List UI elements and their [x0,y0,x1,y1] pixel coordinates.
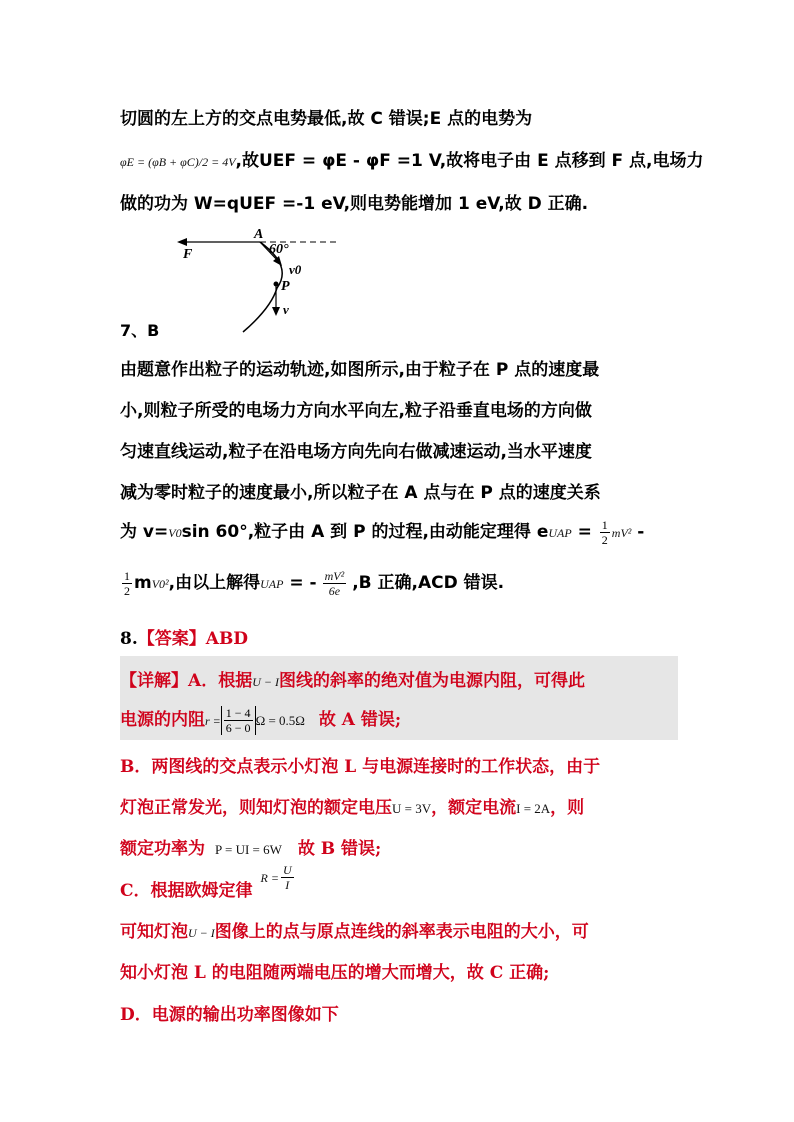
trajectory-figure [175,226,345,334]
text-line [120,917,589,942]
text-line [120,666,585,691]
label-a: A [254,227,264,242]
math-uap: UAP [548,526,572,540]
fraction-half: $\frac{1}{2}$ [601,517,608,547]
text-line: 知小灯泡 L 的电阻随两端电压的增大而增大，故 C 正确; [120,963,550,983]
text-span: 故 A 错误; [318,710,402,730]
fraction-u-i: $\frac{U}{I}$ [282,863,292,892]
text-line: B．两图线的交点表示小灯泡 L 与电源连接时的工作状态，由于 [120,757,601,777]
label-angle: 60° [269,242,289,257]
math-p: P = UI = 6W [215,842,282,857]
text-span: = [571,522,598,542]
fraction-half: $\frac{1}{2}$ [124,568,130,598]
text-line [120,517,644,547]
text-line: 由题意作出粒子的运动轨迹,如图所示,由于粒子在 P 点的速度最 [120,360,600,380]
label-v: v [283,302,289,317]
text-line: 匀速直线运动,粒子在沿电场方向先向右做减速运动,当水平速度 [120,442,592,462]
text-span: sin 60° [181,522,248,542]
text-line [120,705,401,735]
text-line [120,863,296,906]
math-ui: U − I [252,675,279,689]
text-line: 切圆的左上方的交点电势最低,故 C 错误;E 点的电势为 [120,109,533,129]
math-v0sq: V0² [151,577,169,591]
math-mv2: mV² [611,526,632,540]
text-line: 做的功为 W=qUEF =-1 eV,则电势能增加 1 eV,故 D 正确. [120,194,589,214]
section-heading: 7、B [120,321,160,340]
force-arrowhead [177,238,187,246]
text-span: ,由以上解得 [168,573,261,593]
text-line [120,568,504,598]
answer-tag: 【答案】ABD [137,629,249,649]
answer-number: 8. [120,629,138,649]
math-i: I = 2A [516,801,551,816]
text-span: 为 v= [120,522,169,542]
text-line: 减为零时粒子的速度最小,所以粒子在 A 点与在 P 点的速度关系 [120,483,601,503]
text-span: ,粒子由 A 到 P 的过程,由动能定理得 e [247,522,549,542]
math-expression: φE = (φB + φC)/2 = 4V [120,155,236,169]
text-span: C．根据欧姆定律 [120,881,253,901]
math-u: U = 3V [392,801,432,816]
text-span: ，额定电流 [431,798,517,818]
text-span: 灯泡正常发光，则知灯泡的额定电压 [120,798,392,818]
math-v0: V0 [168,526,182,540]
text-span: = - [283,573,317,593]
text-span: ,B 正确,ACD 错误. [352,573,505,593]
math-uap: UAP [260,577,284,591]
math-ohm: Ω = 0.5Ω [255,713,305,728]
math-r: R = [260,871,279,885]
text-span: ,故UEF = φE - φF =1 V,故将电子由 E 点移到 F 点,电场力 [235,151,704,171]
label-v0: v0 [289,262,302,277]
v-arrowhead [272,307,280,316]
text-span: 故 B 错误; [297,839,382,859]
text-line [120,834,381,859]
text-span: 电源的内阻 [120,710,205,730]
math-r: r = [205,714,221,728]
text-span: 额定功率为 [120,839,205,859]
label-p: P [281,279,290,294]
text-span: 【详解】A．根据 [120,671,253,691]
text-line [120,793,584,818]
text-line: 小,则粒子所受的电场力方向水平向左,粒子沿垂直电场的方向做 [120,401,592,421]
text-span: ，则 [550,798,585,818]
answer-heading [120,624,248,649]
fraction-mv2-6e: $\frac{\text{mV²}}{6e}$ [324,568,345,598]
text-line [120,146,704,171]
text-span: 图线的斜率的绝对值为电源内阻，可得此 [278,671,585,691]
text-span: 可知灯泡 [120,922,188,942]
abs-value: $\frac{1 - 4}{6 - 0}$ [221,706,256,735]
math-ui: U − I [188,926,215,940]
text-span: - [631,522,645,542]
text-span: 图像上的点与原点连线的斜率表示电阻的大小，可 [214,922,589,942]
text-line: D．电源的输出功率图像如下 [120,1005,339,1025]
label-f: F [183,247,193,262]
text-span: m [134,573,152,593]
